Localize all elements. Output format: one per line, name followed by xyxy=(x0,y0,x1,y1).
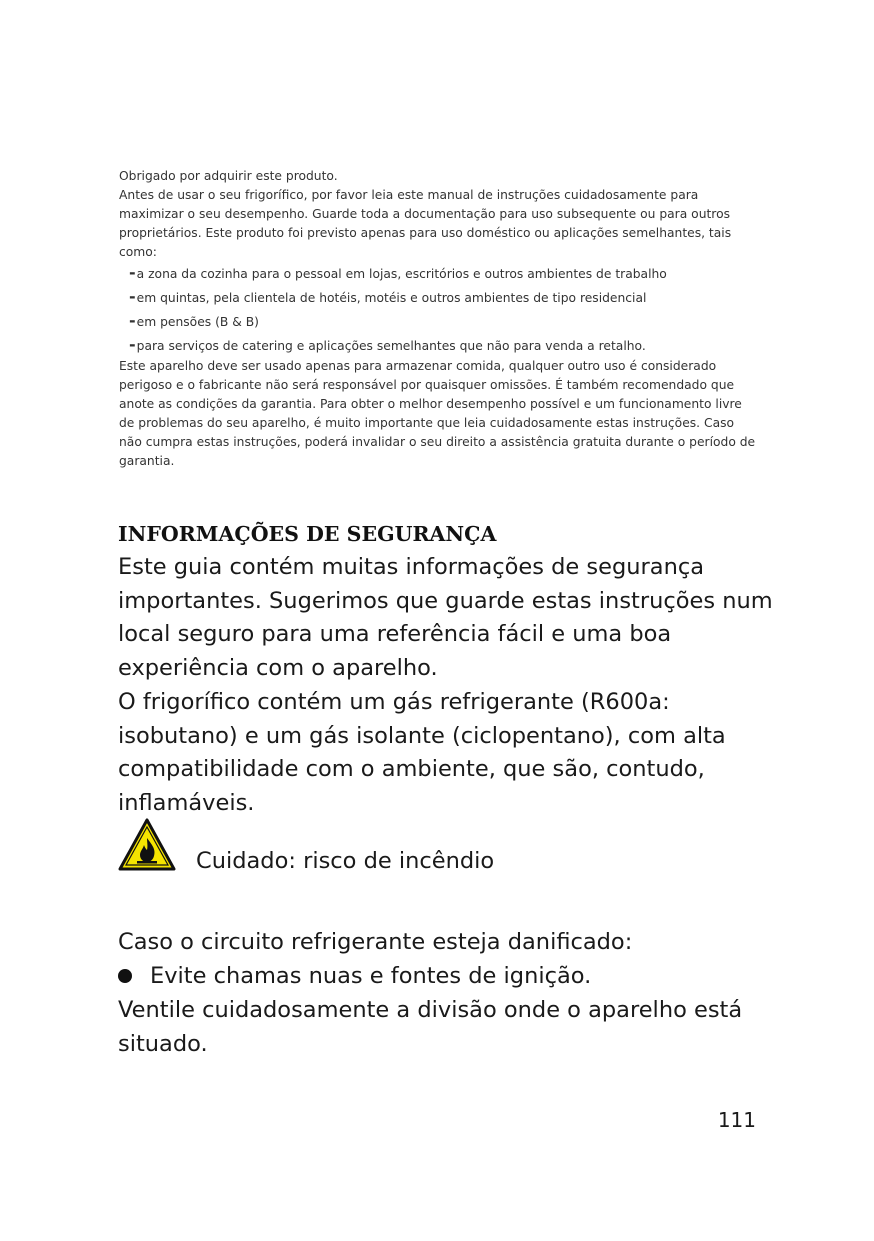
ventilate-paragraph: Ventile cuidadosamente a divisão onde o aparelho está situado. xyxy=(118,997,743,1057)
dash-bullet: - xyxy=(129,335,136,354)
safety-body xyxy=(118,551,778,821)
intro-section xyxy=(119,167,759,262)
usage-text: em pensões (B & B) xyxy=(136,315,259,329)
list-item xyxy=(129,286,769,310)
warranty-paragraph: Este aparelho deve ser usado apenas para armazenar comida, qualquer outro uso é considerado perigoso e o fabricante não será responsável por quaisquer omissões. É também recomendado que anote as condições da garantia. Para obter o melhor desempenho possível e um funcionamento livre de problemas do seu aparelho, é muito importante que leia cuidadosamente estas instruções. Caso não cumpra estas instruções, poderá invalidar o seu direito a assistência gratuita durante o período de garantia. xyxy=(119,359,756,468)
usage-text: a zona da cozinha para o pessoal em lojas, escritórios e outros ambientes de trabalho xyxy=(136,267,667,281)
guide-paragraph: Este guia contém muitas informações de segurança importantes. Sugerimos que guarde estas instruções num local seguro para uma referência fácil e uma boa experiência com o aparelho. xyxy=(118,554,773,682)
dash-bullet: - xyxy=(129,287,136,306)
dash-bullet: - xyxy=(129,263,136,282)
bullet-dot-icon xyxy=(118,969,132,983)
caution-row xyxy=(118,818,718,878)
damaged-paragraph: Caso o circuito refrigerante esteja danificado: xyxy=(118,929,633,955)
caution-text: Cuidado: risco de incêndio xyxy=(196,848,495,874)
avoid-flames-text: Evite chamas nuas e fontes de ignição. xyxy=(150,963,592,989)
usage-text: em quintas, pela clientela de hotéis, motéis e outros ambientes de tipo residencial xyxy=(136,291,647,305)
dash-bullet: - xyxy=(129,311,136,330)
list-item xyxy=(129,262,769,286)
intro-thanks: Obrigado por adquirir este produto. xyxy=(119,169,338,183)
avoid-flames-item xyxy=(118,960,591,994)
usage-text: para serviços de catering e aplicações semelhantes que não para venda a retalho. xyxy=(136,339,646,353)
page-number: 111 xyxy=(717,1108,756,1132)
intro-paragraph: Antes de usar o seu frigorífico, por favor leia este manual de instruções cuidadosamente para maximizar o seu desempenho. Guarde toda a documentação para uso subsequente ou para outros proprietários. Este produto foi previsto apenas para uso doméstico ou aplicações semelhantes, tais como: xyxy=(119,188,732,259)
refrigerant-paragraph: O frigorífico contém um gás refrigerante (R600a: isobutano) e um gás isolante (ciclopentano), com alta compatibilidade com o ambiente, que são, contudo, inflamáveis. xyxy=(118,688,726,816)
usage-list xyxy=(129,262,769,358)
safety-heading: INFORMAÇÕES DE SEGURANÇA xyxy=(118,522,497,546)
list-item xyxy=(129,334,769,358)
list-item xyxy=(129,310,769,334)
flammable-warning-icon xyxy=(118,818,176,872)
